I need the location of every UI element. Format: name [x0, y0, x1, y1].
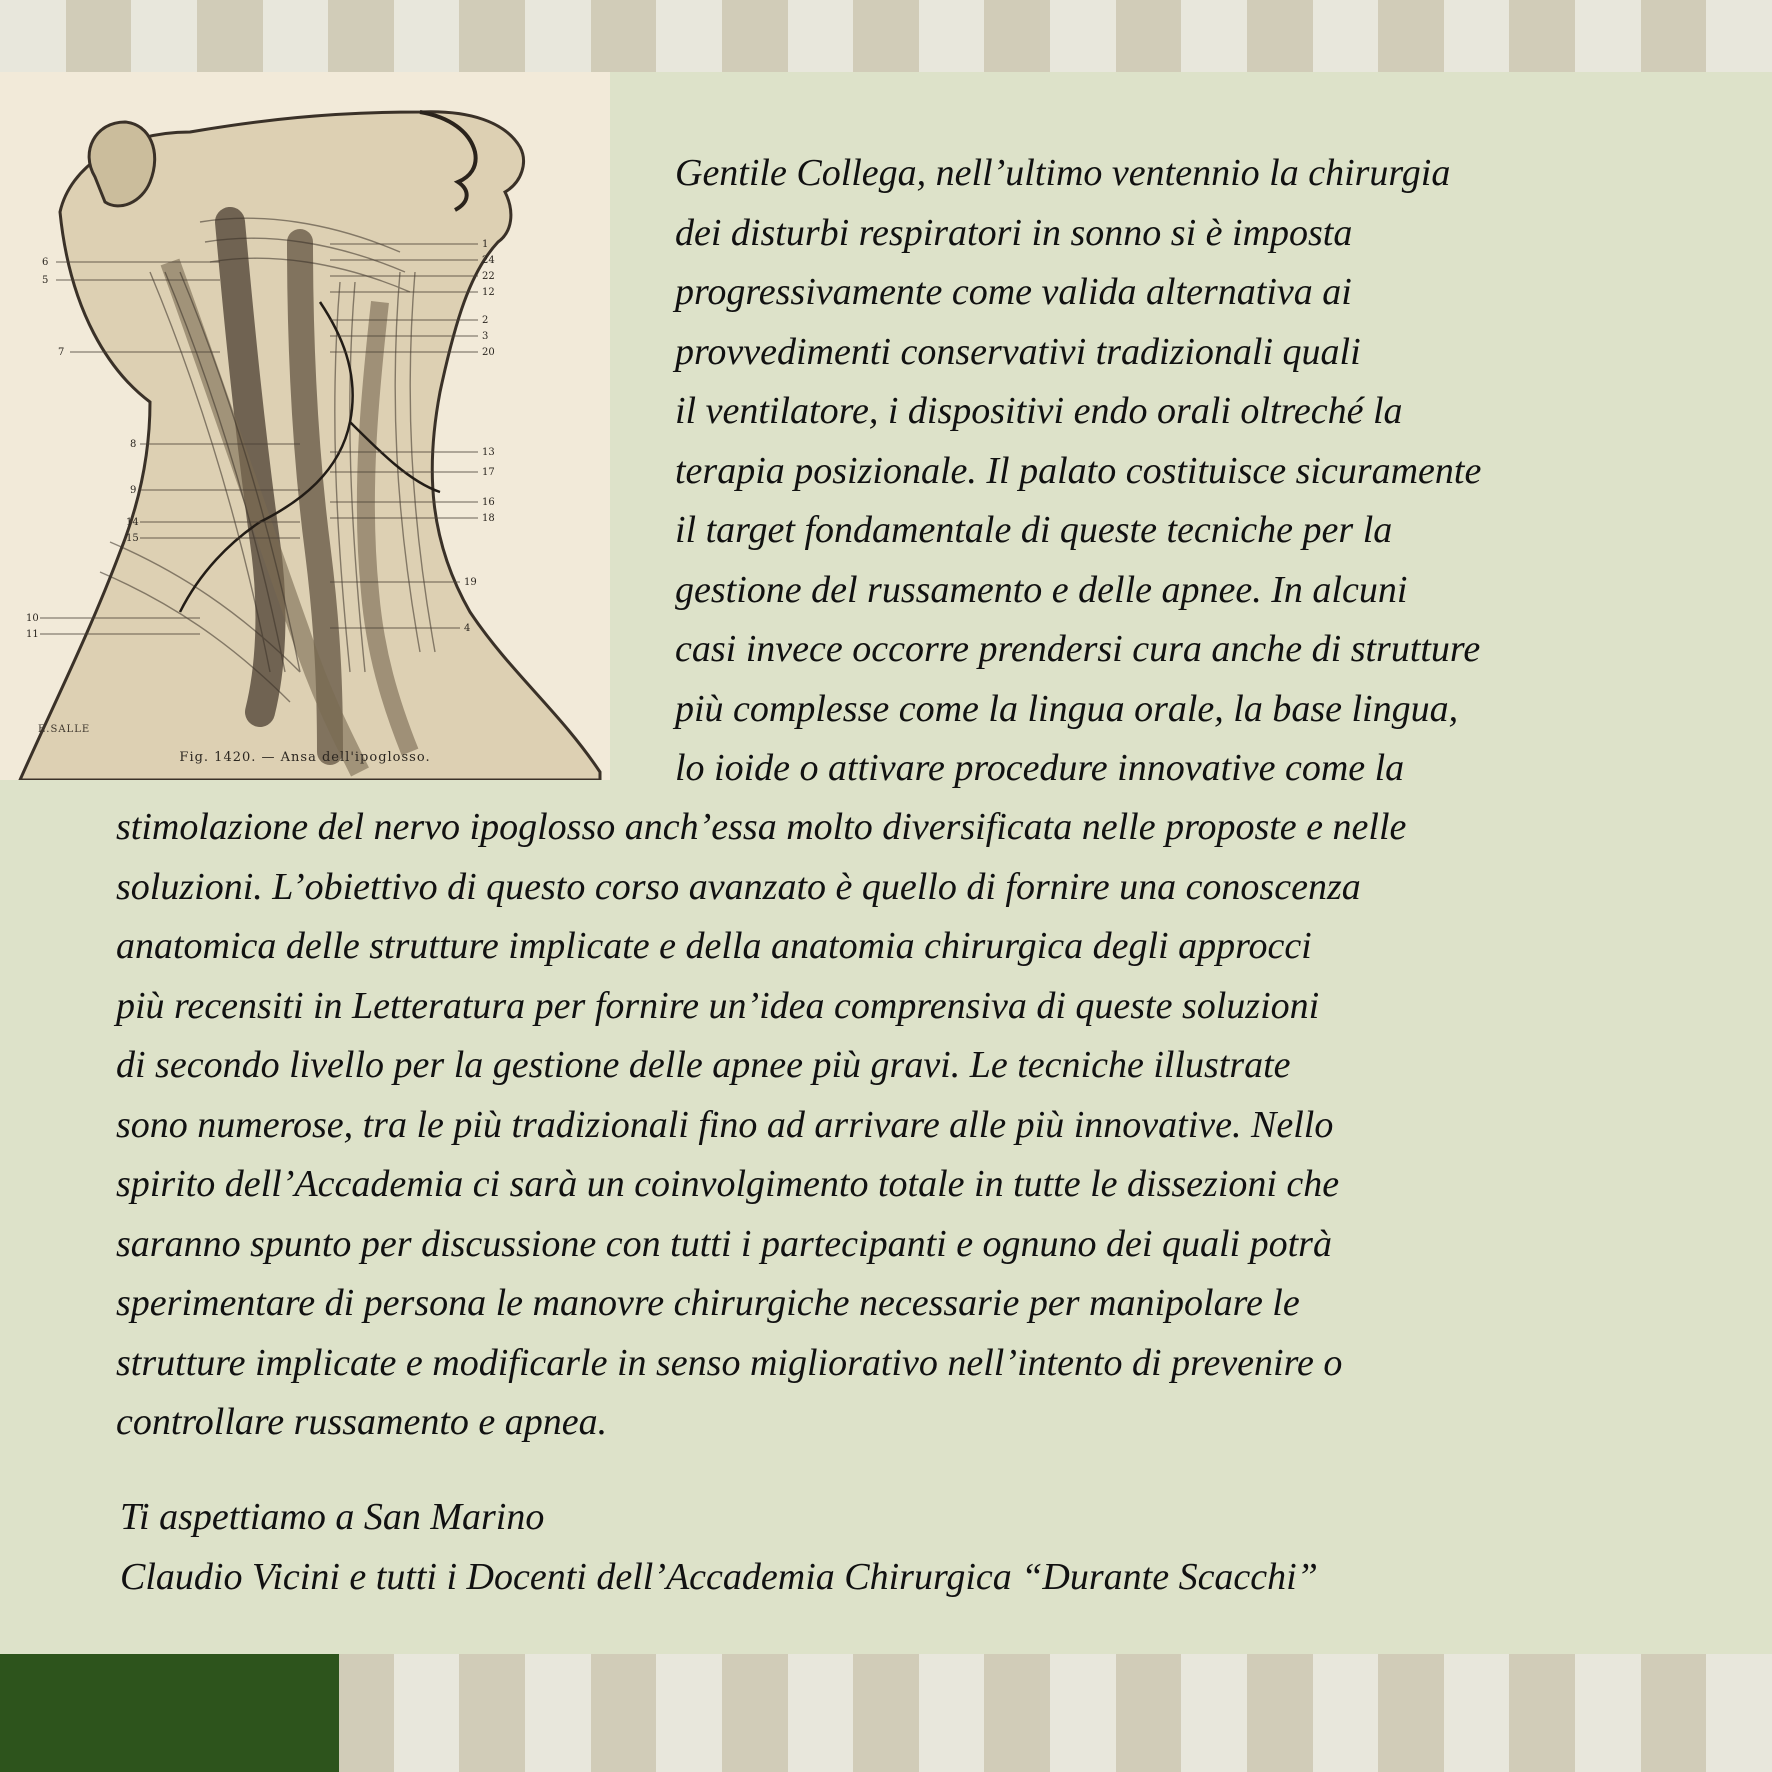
leader-number: 16: [482, 497, 495, 508]
closing-signature: Claudio Vicini e tutti i Docenti dell’Accademia Chirurgica “Durante Scacchi”: [120, 1556, 1318, 1598]
stripe: [0, 0, 66, 72]
letter-line: progressivamente come valida alternativa ai: [675, 271, 1352, 313]
stripe: [1181, 1654, 1247, 1772]
stripe: [525, 0, 591, 72]
stripe: [1050, 1654, 1116, 1772]
letter-line: provvedimenti conservativi tradizionali quali: [675, 330, 1361, 373]
letter-line: stimolazione del nervo ipoglosso anch’essa molto diversificata nelle proposte e nelle: [116, 806, 1407, 848]
stripe: [1050, 0, 1116, 72]
letter-line: dei disturbi respiratori in sonno si è imposta: [675, 211, 1353, 254]
green-accent-block: [0, 1654, 339, 1772]
letter-line: sperimentare di persona le manovre chirurgiche necessarie per manipolare le: [116, 1282, 1300, 1324]
stripe: [197, 0, 263, 72]
anatomical-illustration: [0, 72, 610, 780]
stripe: [328, 0, 394, 72]
stripe: [919, 1654, 985, 1772]
stripe: [263, 0, 329, 72]
stripe: [591, 0, 657, 72]
stripe: [131, 0, 197, 72]
stripe: [1116, 1654, 1182, 1772]
letter-line: più recensiti in Letteratura per fornire un’idea comprensiva di queste soluzioni: [116, 984, 1320, 1027]
letter-line: saranno spunto per discussione con tutti i partecipanti e ognuno dei quali potrà: [116, 1222, 1332, 1265]
letter-line: anatomica delle strutture implicate e della anatomia chirurgica degli approcci: [116, 925, 1312, 967]
leader-number: 19: [464, 577, 477, 588]
leader-number: 22: [482, 271, 495, 282]
stripe: [1313, 1654, 1379, 1772]
stripe: [1641, 1654, 1707, 1772]
stripe: [525, 1654, 591, 1772]
neck-anatomy-engraving-icon: [0, 72, 610, 780]
leader-number: 6: [42, 257, 49, 268]
letter-line: gestione del russamento e delle apnee. In alcuni: [675, 568, 1408, 611]
illustration-caption: Fig. 1420. — Ansa dell'ipoglosso.: [179, 750, 431, 765]
letter-line: di secondo livello per la gestione delle apnee più gravi. Le tecniche illustrate: [116, 1044, 1291, 1086]
stripe: [394, 1654, 460, 1772]
leader-number: 17: [482, 467, 495, 478]
letter-line: più complesse come la lingua orale, la base lingua,: [675, 687, 1459, 730]
leader-number: 8: [130, 439, 137, 450]
letter-line: il ventilatore, i dispositivi endo orali oltreché la: [675, 390, 1403, 432]
stripe: [1116, 0, 1182, 72]
stripe: [1313, 0, 1379, 72]
stripe: [1444, 1654, 1510, 1772]
stripe: [1444, 0, 1510, 72]
stripe: [1509, 0, 1575, 72]
letter-line: soluzioni. L’obiettivo di questo corso avanzato è quello di fornire una conoscenza: [116, 865, 1361, 908]
leader-number: 1: [482, 239, 489, 250]
letter-intro-wrapped: [675, 144, 1481, 799]
leader-number: 9: [130, 485, 137, 496]
letter-line: casi invece occorre prendersi cura anche di strutture: [675, 628, 1481, 670]
stripe: [1575, 0, 1641, 72]
stripe: [394, 0, 460, 72]
letter-line: strutture implicate e modificarle in senso migliorativo nell’intento di prevenire o: [116, 1341, 1343, 1384]
leader-number: 5: [42, 275, 49, 286]
letter-line: spirito dell’Accademia ci sarà un coinvolgimento totale in tutte le dissezioni che: [116, 1163, 1340, 1205]
stripe: [1181, 0, 1247, 72]
stripe: [853, 0, 919, 72]
stripe: [853, 1654, 919, 1772]
leader-number: 20: [482, 347, 495, 358]
stripe: [459, 1654, 525, 1772]
stripe: [1641, 0, 1707, 72]
leader-number: 3: [482, 331, 489, 342]
letter-line: Gentile Collega, nell’ultimo ventennio la chirurgia: [675, 152, 1451, 194]
stripe: [1378, 0, 1444, 72]
stripe: [788, 1654, 854, 1772]
stripe: [722, 0, 788, 72]
letter-line: il target fondamentale di queste tecniche per la: [675, 509, 1393, 551]
letter-line: sono numerose, tra le più tradizionali fino ad arrivare alle più innovative. Nello: [116, 1103, 1334, 1146]
stripe: [984, 1654, 1050, 1772]
stripe: [1575, 1654, 1641, 1772]
letter-body-full: [116, 798, 1406, 1453]
leader-number: 7: [58, 347, 65, 358]
engraver-signature: E.SALLE: [38, 724, 91, 735]
leader-number: 10: [26, 613, 39, 624]
leader-number: 15: [126, 533, 139, 544]
closing-greeting: Ti aspettiamo a San Marino: [120, 1496, 545, 1538]
top-stripe-band: [0, 0, 1772, 72]
leader-number: 14: [126, 517, 139, 528]
letter-closing: [120, 1487, 1318, 1607]
stripe: [788, 0, 854, 72]
stripe: [656, 0, 722, 72]
leader-number: 2: [482, 315, 489, 326]
stripe: [984, 0, 1050, 72]
leader-number: 24: [482, 255, 495, 266]
stripe: [1247, 0, 1313, 72]
stripe: [1378, 1654, 1444, 1772]
stripe: [1247, 1654, 1313, 1772]
letter-line: terapia posizionale. Il palato costituisce sicuramente: [675, 449, 1482, 492]
leader-number: 13: [482, 447, 495, 458]
letter-line: controllare russamento e apnea.: [116, 1401, 608, 1443]
stripe: [1706, 0, 1772, 72]
leader-number: 4: [464, 623, 471, 634]
stripe: [722, 1654, 788, 1772]
stripe: [591, 1654, 657, 1772]
stripe: [1509, 1654, 1575, 1772]
leader-number: 12: [482, 287, 495, 298]
stripe: [919, 0, 985, 72]
stripe: [1706, 1654, 1772, 1772]
stripe: [66, 0, 132, 72]
leader-number: 11: [26, 629, 39, 640]
stripe: [459, 0, 525, 72]
leader-number: 18: [482, 513, 495, 524]
letter-line: lo ioide o attivare procedure innovative come la: [675, 747, 1405, 789]
stripe: [656, 1654, 722, 1772]
